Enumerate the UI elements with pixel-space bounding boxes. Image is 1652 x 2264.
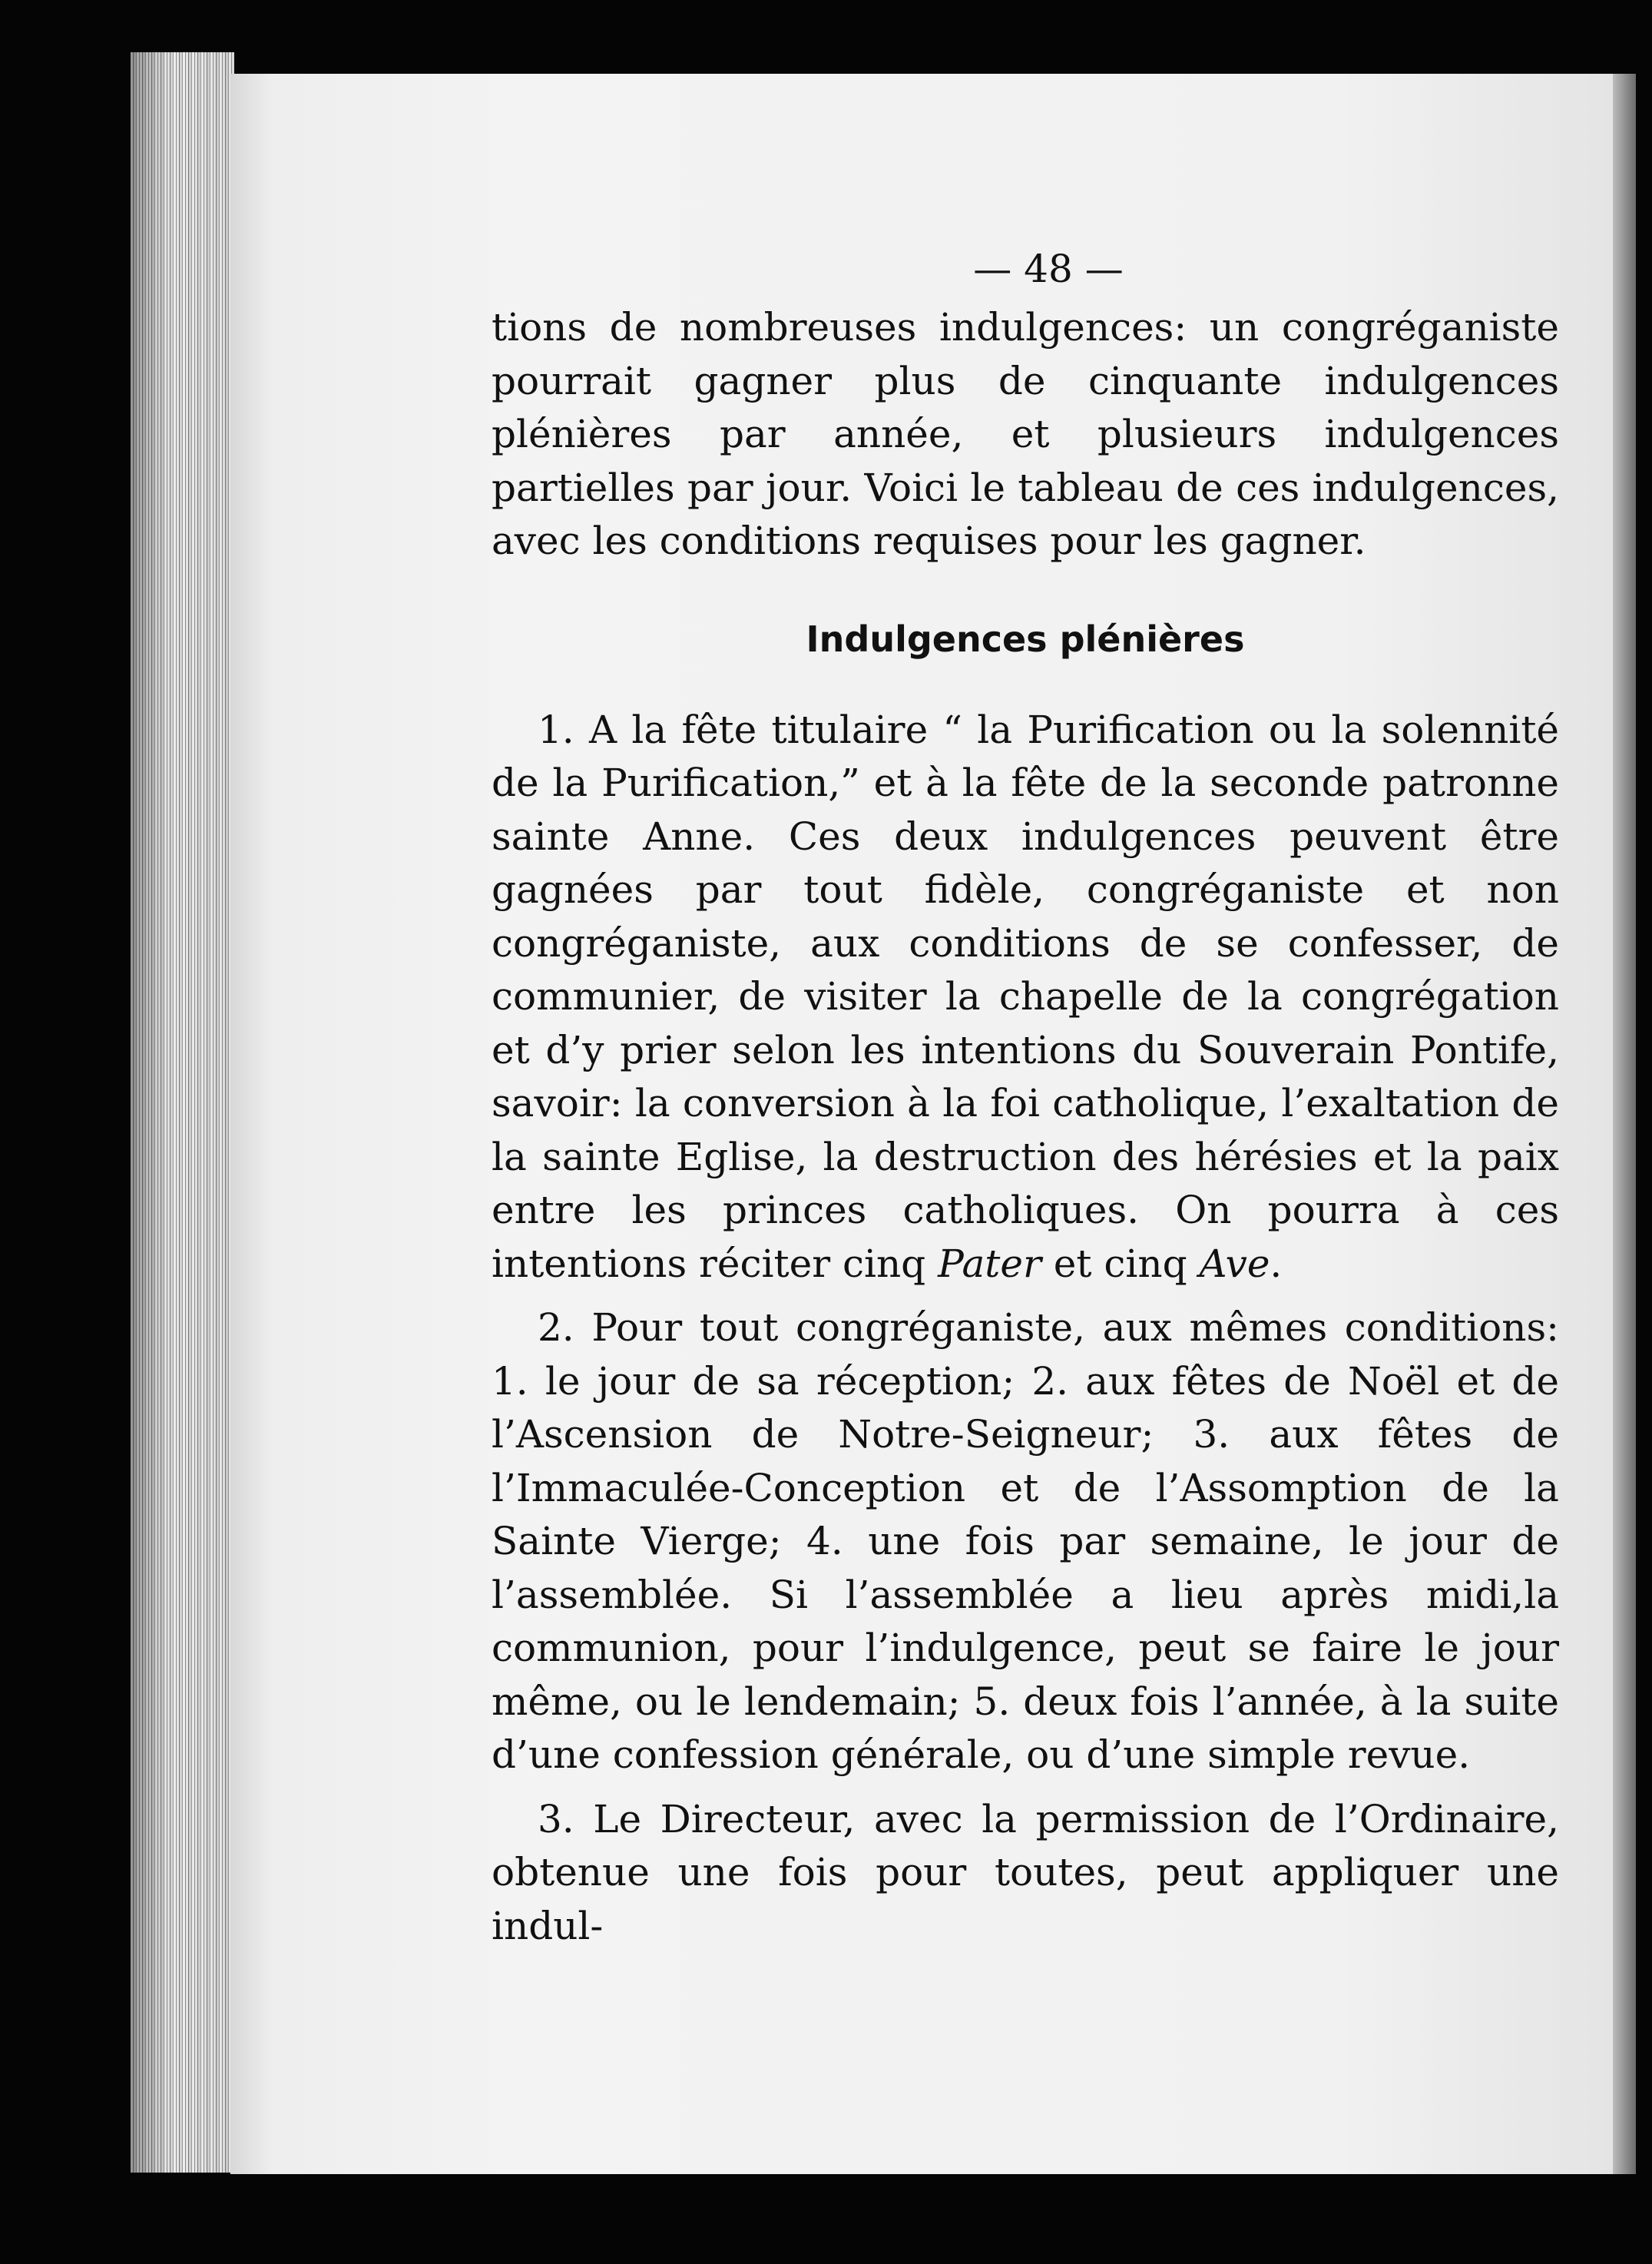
- page-right-shadow: [1613, 74, 1636, 2174]
- item-3-paragraph: 3. Le Directeur, avec la permission de l’Ordinaire, obtenue une fois pour toutes, peut appliquer une indul-: [492, 1796, 1559, 1948]
- item-2-paragraph: 2. Pour tout congréganiste, aux mêmes conditions: 1. le jour de sa réception; 2. aux fêtes de Noël et de l’Ascension de Notre-Seigneur; 3. aux fêtes de l’Immaculée-Conception et de l’Assomption de la Sainte Vierge; 4. une fois par semaine, le jour de l’assemblée. Si l’assemblée a lieu après midi,la communion, pour l’indulgence, peut se faire le jour même, ou le lendemain; 5. deux fois l’année, à la suite d’une confession générale, ou d’une simple revue.: [492, 1305, 1559, 1777]
- item-1-text: 1. A la fête titulaire “ la Purification ou la solennité de la Purification,” et à la fête de la seconde patronne sainte Anne. Ces deux indulgences peuvent être gagnées par tout fidèle, congréganiste et non congréganiste, aux conditions de se confesser, de communier, de visiter la chapelle de la congrégation et d’y prier selon les intentions du Souverain Pontife, savoir: la conversion à la foi catholique, l’exaltation de la sainte Eglise, la destruction des hérésies et la paix entre les princes catholiques. On pourra à ces intentions réciter cinq: [492, 707, 1559, 1286]
- page-number: — 48 —: [973, 247, 1124, 291]
- section-heading: Indulgences plénières: [806, 618, 1245, 660]
- page-text-block: [492, 246, 1559, 1953]
- item-1-text-3: .: [1270, 1241, 1283, 1286]
- book-page-edges: [131, 52, 234, 2173]
- item-1-paragraph: [492, 704, 1559, 1291]
- intro-paragraph: tions de nombreuses indulgences: un congréganiste pourrait gagner plus de cinquante indulgences plénières par année, et plusieurs indulgences partielles par jour. Voici le tableau de ces indulgences, avec les conditions requises pour les gagner.: [492, 305, 1559, 563]
- item-1-text-2: et cinq: [1053, 1241, 1187, 1286]
- item-1-italic-ave: Ave: [1199, 1241, 1270, 1286]
- item-1-italic-pater: Pater: [938, 1241, 1041, 1286]
